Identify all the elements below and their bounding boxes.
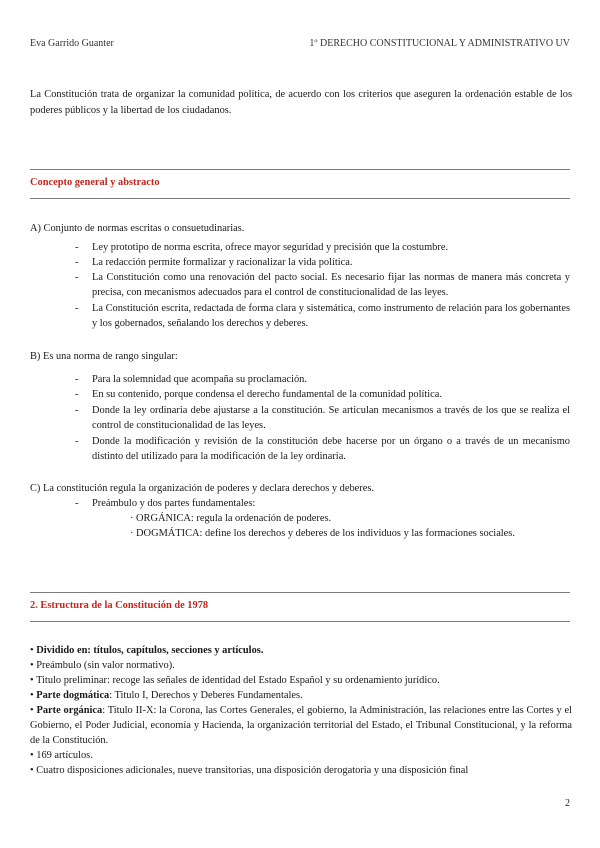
structure-bullet: • Dividido en: títulos, capítulos, secciones y artículos. xyxy=(30,645,264,656)
list-dash: - xyxy=(75,436,79,447)
section-c-heading: C) La constitución regula la organización de poderes y declara derechos y deberes. xyxy=(30,483,374,494)
sub-item-dogmatica: · DOGMÁTICA: define los derechos y deberes de los individuos y las formaciones sociales. xyxy=(130,528,515,539)
list-dash: - xyxy=(75,389,79,400)
list-item: La Constitución escrita, redactada de forma clara y sistemática, como instrumento de relación para los gobernantes y los gobernados, señalando los derechos y deberes. xyxy=(92,303,570,329)
structure-bullet: • Titulo preliminar: recoge las señales de identidad del Estado Español y su ordenamiento jurídico. xyxy=(30,675,440,686)
list-item: Preámbulo y dos partes fundamentales: xyxy=(92,498,256,509)
structure-bullet: • Parte orgánica: Titulo II-X: la Corona, las Cortes Generales, el gobierno, la Administración, las relaciones entre las Cortes y el Gobierno, el Poder Judicial, economía y Hacienda, la organización territorial del Estado, el Tribunal Constitucional, y la reforma de la Constitución. xyxy=(30,705,572,746)
section1-title: Concepto general y abstracto xyxy=(30,177,160,188)
list-item: Donde la modificación y revisión de la constitución debe hacerse por un órgano o a través de un mecanismo distinto del utilizado para la modificación de la ley ordinaria. xyxy=(92,436,570,462)
header-course: 1º DERECHO CONSTITUCIONAL Y ADMINISTRATIVO UV xyxy=(309,38,570,49)
list-dash: - xyxy=(75,498,79,509)
structure-bullet: • Cuatro disposiciones adicionales, nueve transitorias, una disposición derogatoria y una disposición final xyxy=(30,765,469,776)
list-item: Donde la ley ordinaria debe ajustarse a la constitución. Se articulan mecanismos a través de los que se realiza el control de constitucionalidad de las leyes. xyxy=(92,405,570,431)
section2-top-rule xyxy=(30,592,570,593)
section-a-heading: A) Conjunto de normas escritas o consuetudinarias. xyxy=(30,223,245,234)
list-dash: - xyxy=(75,303,79,314)
list-item: La Constitución como una renovación del pacto social. Es necesario fijar las normas de manera más concreta y precisa, con mecanismos adecuados para el control de constitucionalidad de las leyes. xyxy=(92,272,570,298)
list-item: En su contenido, porque condensa el derecho fundamental de la comunidad política. xyxy=(92,389,442,400)
list-dash: - xyxy=(75,272,79,283)
list-dash: - xyxy=(75,257,79,268)
structure-bullet: • 169 artículos. xyxy=(30,750,93,761)
section2-bottom-rule xyxy=(30,621,570,622)
page-number: 2 xyxy=(565,798,570,809)
list-item: Para la solemnidad que acompaña su proclamación. xyxy=(92,374,307,385)
section1-bottom-rule xyxy=(30,198,570,199)
list-dash: - xyxy=(75,405,79,416)
section1-top-rule xyxy=(30,169,570,170)
section2-title: 2. Estructura de la Constitución de 1978 xyxy=(30,600,209,611)
intro-paragraph: La Constitución trata de organizar la comunidad política, de acuerdo con los criterios que aseguren la ordenación estable de los poderes públicos y la libertad de los ciudadanos. xyxy=(30,89,572,116)
section-b-heading: B) Es una norma de rango singular: xyxy=(30,351,178,362)
list-dash: - xyxy=(75,242,79,253)
structure-bullet: • Preámbulo (sin valor normativo). xyxy=(30,660,175,671)
sub-item-organica: · ORGÁNICA: regula la ordenación de poderes. xyxy=(130,513,332,524)
list-item: La redacción permite formalizar y racionalizar la vida política. xyxy=(92,257,353,268)
header-author: Eva Garrido Guanter xyxy=(30,38,114,49)
list-dash: - xyxy=(75,374,79,385)
list-item: Ley prototipo de norma escrita, ofrece mayor seguridad y precisión que la costumbre. xyxy=(92,242,449,253)
structure-bullet: • Parte dogmática: Titulo I, Derechos y Deberes Fundamentales. xyxy=(30,690,303,701)
